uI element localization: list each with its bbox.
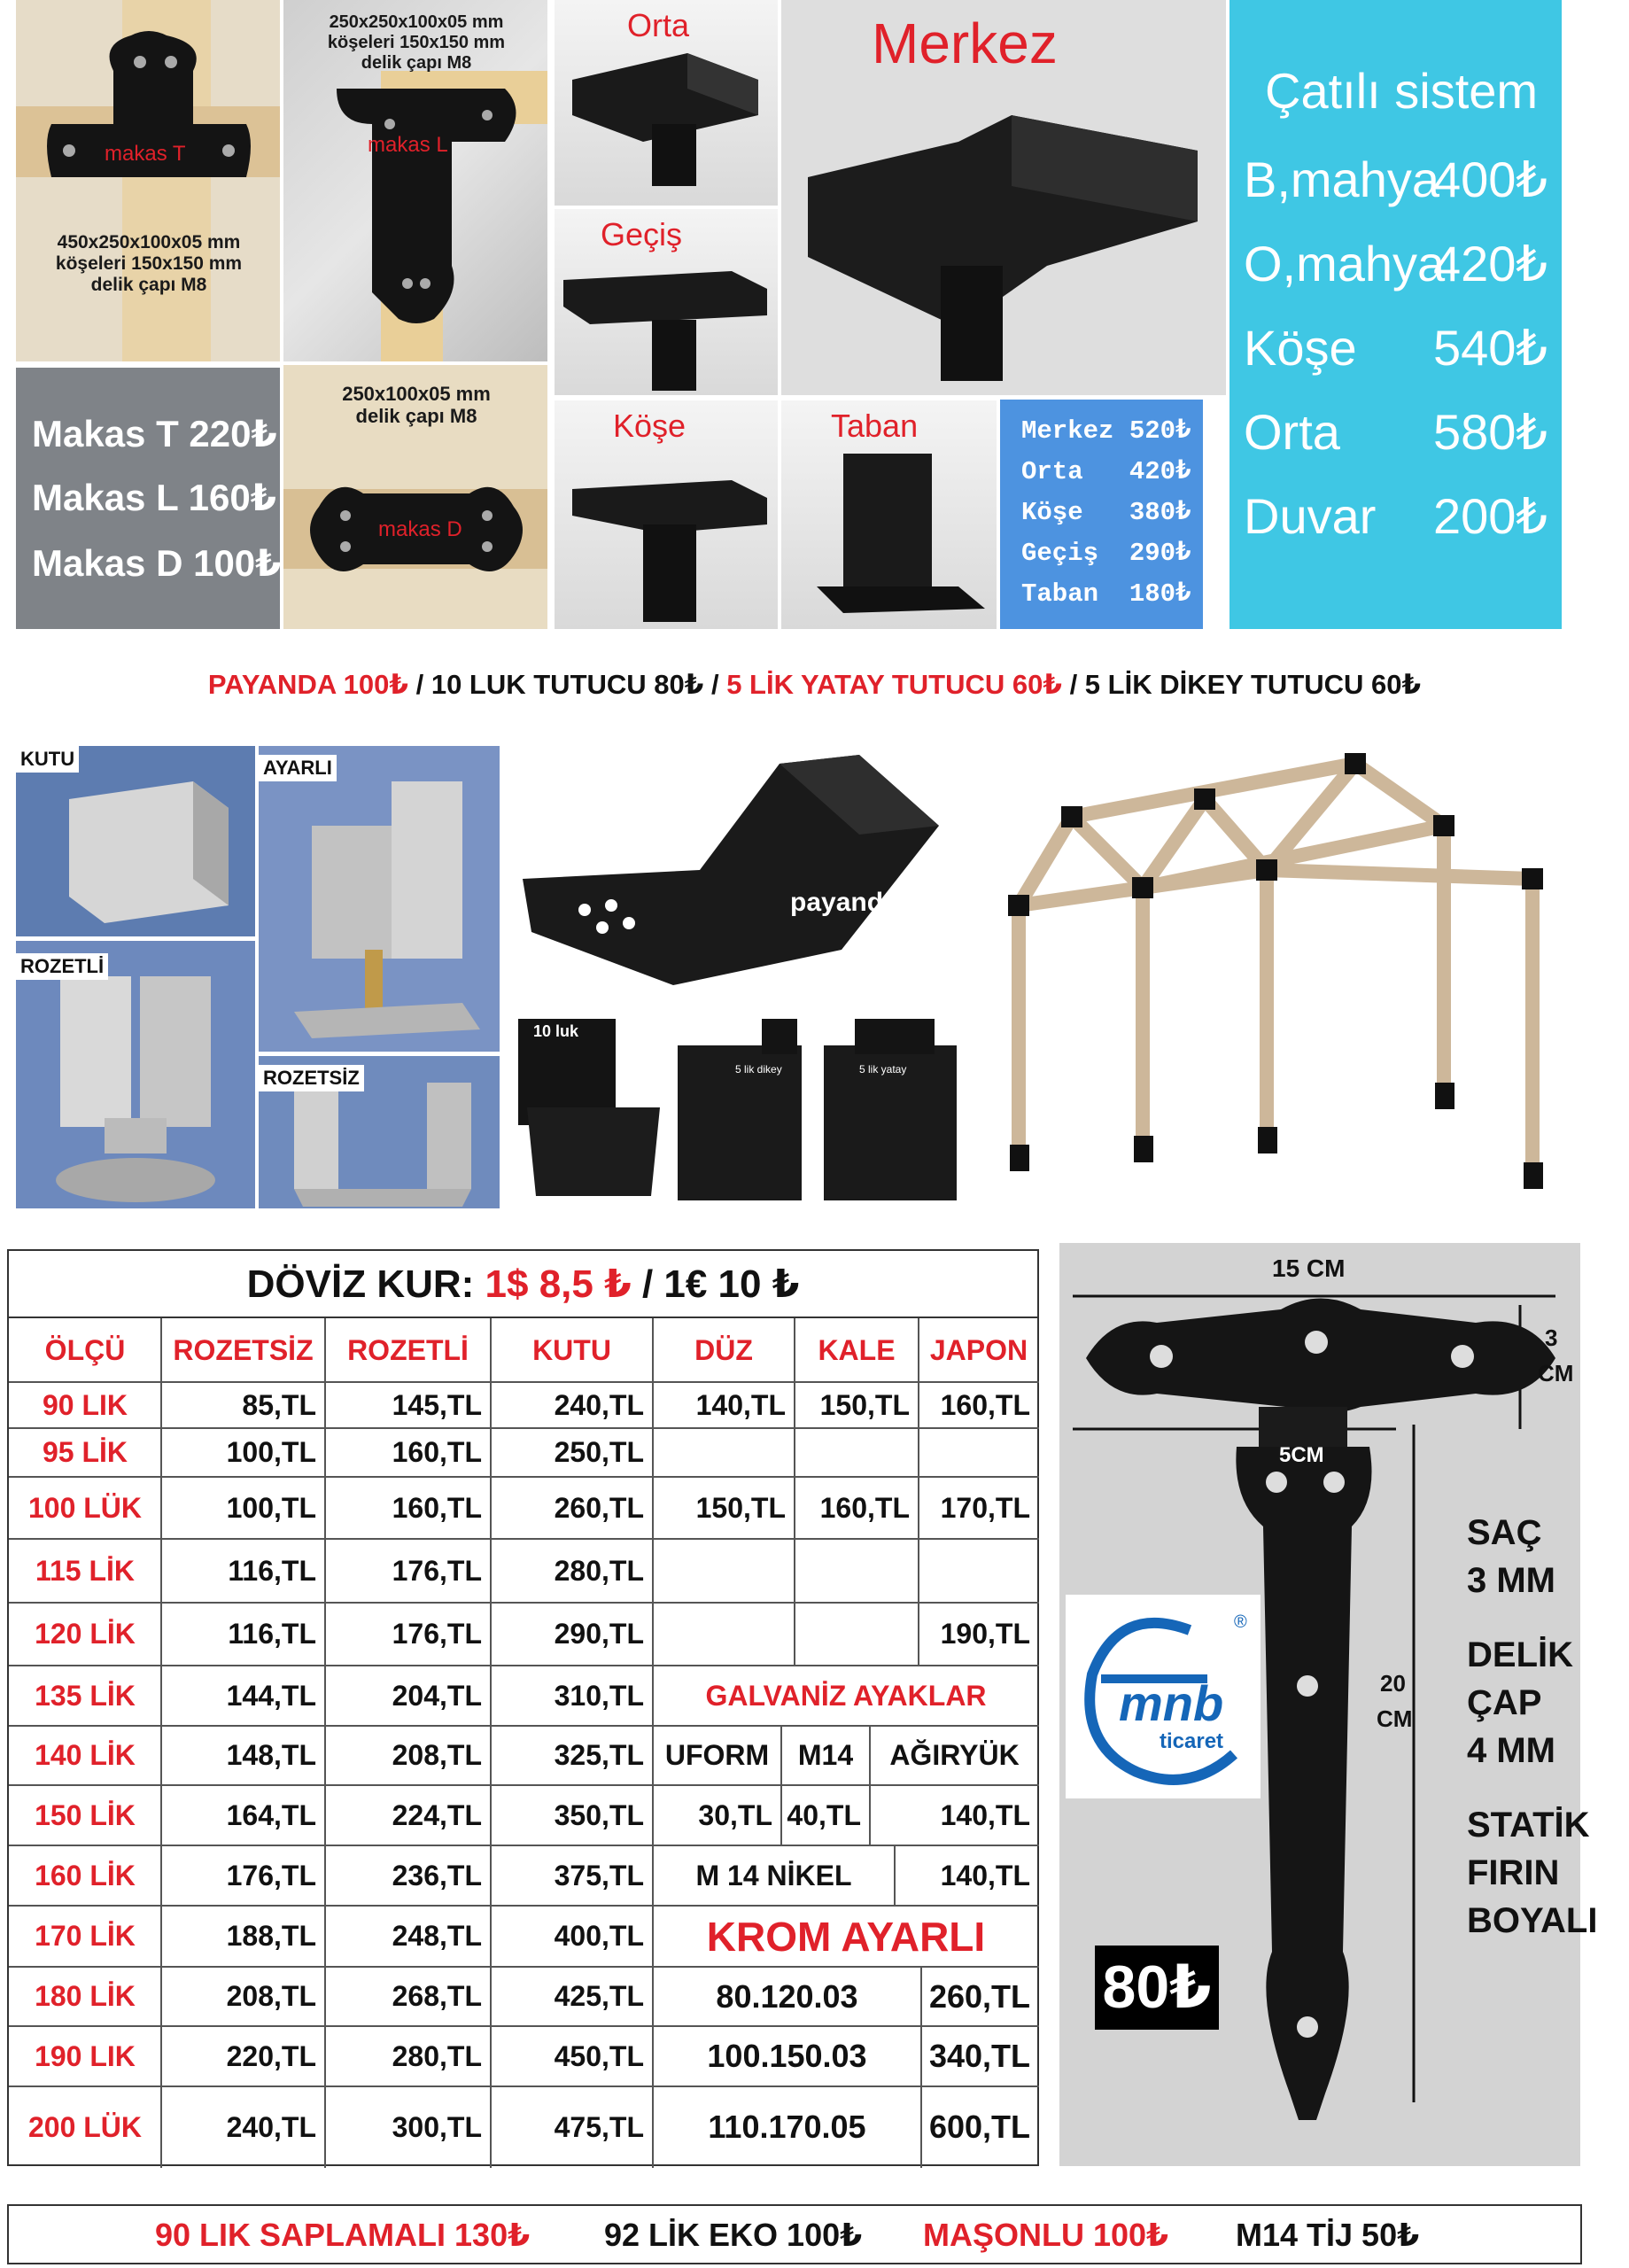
table-rule: [9, 1784, 1039, 1786]
price-kale: [795, 1603, 919, 1666]
krom-code: 110.170.05: [708, 2109, 866, 2145]
spec-line: SAÇ: [1467, 1513, 1542, 1552]
payanda-price: PAYANDA 100₺: [207, 669, 408, 700]
eko-price: 92 LİK EKO 100₺: [604, 2217, 863, 2253]
merkez-photo: [781, 0, 1226, 395]
price-kale: 150,TL: [819, 1388, 910, 1421]
price-line: Köşe 380₺: [1021, 498, 1191, 527]
column-header: KALE: [818, 1333, 896, 1366]
on-luk-label: 10 luk: [533, 1022, 579, 1040]
dollar-rate: 1$ 8,5 ₺: [485, 1262, 632, 1306]
price-duz: [653, 1428, 795, 1477]
ayarli-bracket-icon: [259, 746, 500, 1052]
bottom-prices: [7, 2204, 1582, 2264]
rozetli-photo: [16, 941, 255, 1208]
spec-line: STATİK: [1467, 1806, 1590, 1845]
price-rozetli: 160,TL: [392, 1491, 482, 1524]
uform-label: UFORM: [664, 1739, 770, 1771]
payanda-label: payanda: [790, 888, 898, 917]
table-rule: [9, 1538, 1039, 1540]
price-kutu: 260,TL: [554, 1491, 644, 1524]
spec-line: BOYALI: [1467, 1901, 1598, 1940]
table-rule: [490, 1318, 492, 2168]
price-kale: 160,TL: [819, 1491, 910, 1524]
spec-line: ÇAP: [1467, 1683, 1542, 1722]
roof-item-price: 580₺: [1432, 404, 1548, 460]
price-kutu: 475,TL: [554, 2110, 644, 2143]
price-rozetsiz: 85,TL: [242, 1388, 316, 1421]
logo-registered: ®: [1234, 1612, 1247, 1632]
hinge-price: 80₺: [1095, 1946, 1219, 2030]
roof-title: Çatılı sistem: [1265, 63, 1539, 119]
row-size: 140 LİK: [35, 1739, 136, 1771]
uform-price: 30,TL: [698, 1798, 772, 1831]
price-rozetsiz: 208,TL: [226, 1980, 316, 2012]
hinge-gap: 5CM: [1279, 1443, 1324, 1467]
krom-price: 340,TL: [928, 2038, 1030, 2074]
price-kutu: 250,TL: [554, 1436, 644, 1468]
spec-line: [1467, 1604, 1597, 1631]
makas-t-spec: [25, 232, 273, 296]
hinge-length-unit: CM: [1377, 1705, 1413, 1732]
ayarli-tag: AYARLI: [259, 755, 337, 781]
m14-price: 40,TL: [787, 1798, 861, 1831]
pergola-photo: [1001, 746, 1577, 1208]
price-rozetsiz: 100,TL: [226, 1436, 316, 1468]
hinge-depth-value: 3: [1545, 1324, 1558, 1351]
column-header: ROZETLİ: [347, 1333, 469, 1366]
price-rozetsiz: 176,TL: [226, 1859, 316, 1891]
table-rule: [9, 1427, 1039, 1429]
spec-line: delik çapı M8: [355, 405, 477, 428]
hinge-length-value: 20: [1380, 1670, 1406, 1697]
price-duz: [653, 1539, 795, 1603]
table-rule: [869, 1726, 871, 1845]
makas-t-label: makas T: [105, 142, 186, 166]
euro-rate: / 1€ 10 ₺: [631, 1262, 800, 1306]
table-rule: [9, 2025, 1039, 2027]
price-duz: [653, 1603, 795, 1666]
accessory-line: [0, 669, 1629, 701]
table-rule: [9, 1665, 1039, 1666]
price-rozetli: 280,TL: [392, 2039, 482, 2072]
spec-line: 450x250x100x05 mm: [57, 232, 241, 252]
price-kutu: 280,TL: [554, 1554, 644, 1587]
connector-prices: [1000, 400, 1203, 629]
rozetsiz-tag: ROZETSİZ: [259, 1065, 364, 1091]
agiryuk-price: 140,TL: [940, 1798, 1030, 1831]
roof-item-name: B,mahya: [1244, 151, 1439, 207]
agiryuk-label: AĞIRYÜK: [889, 1739, 1020, 1771]
rozetli-bracket-icon: [16, 941, 255, 1208]
table-rule: [918, 1318, 919, 1666]
spec-line: köşeleri 150x150 mm: [327, 33, 506, 52]
price-rozetsiz: 144,TL: [226, 1679, 316, 1712]
kutu-tag: KUTU: [16, 746, 79, 773]
bes-dikey-price: 5 LİK DİKEY TUTUCU 60₺: [1084, 669, 1422, 700]
spec-line: [1467, 1775, 1597, 1801]
galvaniz-title: GALVANİZ AYAKLAR: [705, 1679, 987, 1712]
price-japon: [919, 1428, 1039, 1477]
makas-t-plate-icon: [16, 0, 280, 361]
krom-code: 100.150.03: [707, 2038, 867, 2074]
table-rule: [9, 1845, 1039, 1846]
hinge-specs: [1467, 1509, 1597, 1945]
roof-item-price: 400₺: [1432, 151, 1548, 207]
price-rozetli: 145,TL: [392, 1388, 482, 1421]
m14-label: M14: [797, 1739, 854, 1771]
krom-price: 260,TL: [928, 1977, 1030, 2015]
price-rozetli: 176,TL: [392, 1554, 482, 1587]
currency-rate-title: [9, 1251, 1037, 1318]
row-size: 115 LİK: [35, 1554, 136, 1587]
price-duz: 150,TL: [695, 1491, 786, 1524]
column-header: ROZETSİZ: [173, 1333, 314, 1366]
table-rule: [920, 1967, 922, 2168]
price-rozetsiz: 188,TL: [226, 1920, 316, 1952]
makas-d-spec: [292, 383, 540, 428]
column-header: ÖLÇÜ: [44, 1333, 126, 1366]
price-rozetli: 248,TL: [392, 1920, 482, 1952]
price-rozetsiz: 148,TL: [226, 1739, 316, 1771]
makas-l-photo: [283, 0, 547, 361]
row-size: 200 LÜK: [27, 2110, 143, 2143]
spec-line: 250x250x100x05 mm: [329, 12, 504, 32]
price-kale: [795, 1428, 919, 1477]
row-size: 95 LİK: [42, 1436, 128, 1468]
price-kutu: 400,TL: [554, 1920, 644, 1952]
table-rule: [652, 1318, 654, 2168]
payanda-photo: [505, 746, 988, 1003]
spec-line: FIRIN: [1467, 1853, 1560, 1892]
bes-yatay-price: 5 LİK YATAY TUTUCU 60₺: [726, 669, 1062, 700]
table-rule: [9, 1725, 1039, 1727]
roof-prices: [1230, 0, 1562, 629]
price-rozetli: 300,TL: [392, 2110, 482, 2143]
price-japon: 160,TL: [940, 1388, 1030, 1421]
spec-line: 4 MM: [1467, 1731, 1555, 1770]
hinge-depth-unit: CM: [1538, 1360, 1574, 1386]
logo-main: mnb: [1119, 1675, 1224, 1731]
kutu-bracket-icon: [16, 746, 255, 936]
krom-code: 80.120.03: [716, 1977, 858, 2015]
price-rozetsiz: 116,TL: [228, 1554, 316, 1587]
price-line: Orta 420₺: [1021, 457, 1191, 486]
krom-price: 600,TL: [928, 2109, 1030, 2145]
spec-line: delik çapı M8: [90, 275, 207, 296]
taban-label: Taban: [831, 408, 919, 444]
price-kutu: 325,TL: [554, 1739, 644, 1771]
row-size: 160 LİK: [35, 1859, 136, 1891]
column-header: DÜZ: [694, 1333, 753, 1366]
gecis-photo: [555, 209, 778, 395]
table-rule: [9, 1476, 1039, 1478]
price-rozetsiz: 164,TL: [226, 1798, 316, 1831]
roof-item-name: Köşe: [1244, 320, 1357, 376]
price-japon: 190,TL: [940, 1618, 1030, 1650]
makas-t-photo: [16, 0, 280, 361]
gecis-label: Geçiş: [601, 216, 683, 252]
price-rozetli: 160,TL: [392, 1436, 482, 1468]
price-japon: 170,TL: [940, 1491, 1030, 1524]
price-rozetli: 204,TL: [392, 1679, 482, 1712]
makas-d-price: Makas D 100₺: [32, 542, 282, 584]
spec-line: köşeleri 150x150 mm: [55, 253, 243, 275]
price-duz: 140,TL: [695, 1388, 786, 1421]
hinge-width: 15 CM: [1272, 1254, 1346, 1282]
table-rule: [9, 1905, 1039, 1907]
pergola-frame-icon: [1001, 746, 1577, 1208]
table-rule: [9, 1966, 1039, 1968]
tij-price: M14 TİJ 50₺: [1236, 2217, 1420, 2253]
logo-sub: ticaret: [1160, 1729, 1224, 1753]
table-rule: [9, 1602, 1039, 1604]
price-rozetli: 224,TL: [392, 1798, 482, 1831]
rozetli-tag: ROZETLİ: [16, 953, 108, 980]
price-kutu: 310,TL: [554, 1679, 644, 1712]
price-japon: [919, 1539, 1039, 1603]
holders-photo: [505, 1010, 988, 1208]
price-kale: [795, 1539, 919, 1603]
ayarli-photo: [259, 746, 500, 1052]
row-size: 190 LIK: [35, 2039, 136, 2072]
separator: /: [703, 669, 727, 700]
table-rule: [894, 1845, 896, 1906]
price-line: Merkez 520₺: [1021, 416, 1191, 446]
orta-label: Orta: [627, 7, 690, 43]
column-header: JAPON: [929, 1333, 1028, 1366]
table-rule: [160, 1318, 162, 2168]
table-rule: [9, 2085, 1039, 2087]
makas-t-price: Makas T 220₺: [32, 413, 277, 454]
row-size: 135 LİK: [35, 1679, 136, 1712]
table-rule: [324, 1318, 326, 2168]
taban-photo: [781, 400, 997, 629]
makas-d-photo: [283, 365, 547, 629]
price-rozetli: 236,TL: [392, 1859, 482, 1891]
kose-label: Köşe: [613, 408, 687, 444]
makas-l-price: Makas L 160₺: [32, 477, 276, 518]
row-size: 90 LIK: [42, 1388, 128, 1421]
m14-nikel-label: M 14 NİKEL: [695, 1859, 852, 1891]
price-line: Geçiş 290₺: [1021, 539, 1191, 568]
kutu-photo: [16, 746, 255, 936]
roof-item-name: Orta: [1244, 404, 1340, 460]
bes-dikey-label: 5 lik dikey: [735, 1063, 782, 1076]
bes-yatay-label: 5 lik yatay: [859, 1063, 907, 1076]
spec-line: delik çapı M8: [361, 53, 472, 73]
krom-title: KROM AYARLI: [706, 1913, 986, 1960]
price-rozetsiz: 220,TL: [226, 2039, 316, 2072]
row-size: 100 LÜK: [27, 1491, 143, 1524]
mnb-logo: [1066, 1595, 1261, 1798]
makas-prices: [16, 368, 280, 629]
spec-line: 250x100x05 mm: [342, 383, 491, 405]
spec-line: 3 MM: [1467, 1561, 1555, 1600]
roof-item-name: Duvar: [1244, 488, 1377, 544]
price-kutu: 450,TL: [554, 2039, 644, 2072]
roof-item-price: 420₺: [1432, 236, 1548, 291]
price-rozetli: 208,TL: [392, 1739, 482, 1771]
on-luk-tutucu-price: 10 LUK TUTUCU 80₺: [431, 669, 704, 700]
price-kutu: 240,TL: [554, 1388, 644, 1421]
payanda-bracket-icon: [505, 746, 988, 1003]
price-kutu: 290,TL: [554, 1618, 644, 1650]
makas-l-spec: [292, 12, 540, 74]
orta-photo: [555, 0, 778, 206]
price-rozetli: 268,TL: [392, 1980, 482, 2012]
price-kutu: 425,TL: [554, 1980, 644, 2012]
table-rule: [9, 1381, 1039, 1383]
makas-l-label: makas L: [368, 133, 448, 157]
column-header: KUTU: [532, 1333, 611, 1366]
title-prefix: DÖVİZ KUR:: [246, 1262, 485, 1306]
table-rule: [780, 1726, 782, 1845]
price-table: [7, 1249, 1039, 2166]
price-rozetli: 176,TL: [392, 1618, 482, 1650]
separator: /: [407, 669, 431, 700]
masonlu-price: MAŞONLU 100₺: [923, 2217, 1169, 2253]
row-size: 120 LİK: [35, 1618, 136, 1650]
price-kutu: 350,TL: [554, 1798, 644, 1831]
rozetsiz-photo: [259, 1056, 500, 1208]
price-line: Taban 180₺: [1021, 579, 1191, 609]
row-size: 150 LİK: [35, 1798, 136, 1831]
price-kutu: 375,TL: [554, 1859, 644, 1891]
price-rozetsiz: 240,TL: [226, 2110, 316, 2143]
row-size: 180 LİK: [35, 1980, 136, 2012]
saplamali-price: 90 LIK SAPLAMALI 130₺: [155, 2217, 531, 2253]
roof-item-price: 200₺: [1432, 488, 1548, 544]
makas-d-label: makas D: [378, 517, 462, 541]
merkez-label: Merkez: [872, 12, 1058, 75]
m14-nikel-price: 140,TL: [940, 1859, 1030, 1891]
roof-item-price: 540₺: [1432, 320, 1548, 376]
kose-photo: [555, 400, 778, 629]
price-rozetsiz: 116,TL: [228, 1618, 316, 1650]
spec-line: DELİK: [1467, 1635, 1573, 1674]
separator: /: [1061, 669, 1085, 700]
roof-item-name: O,mahya: [1244, 236, 1446, 291]
table-rule: [794, 1318, 795, 1666]
price-rozetsiz: 100,TL: [226, 1491, 316, 1524]
row-size: 170 LİK: [35, 1920, 136, 1952]
